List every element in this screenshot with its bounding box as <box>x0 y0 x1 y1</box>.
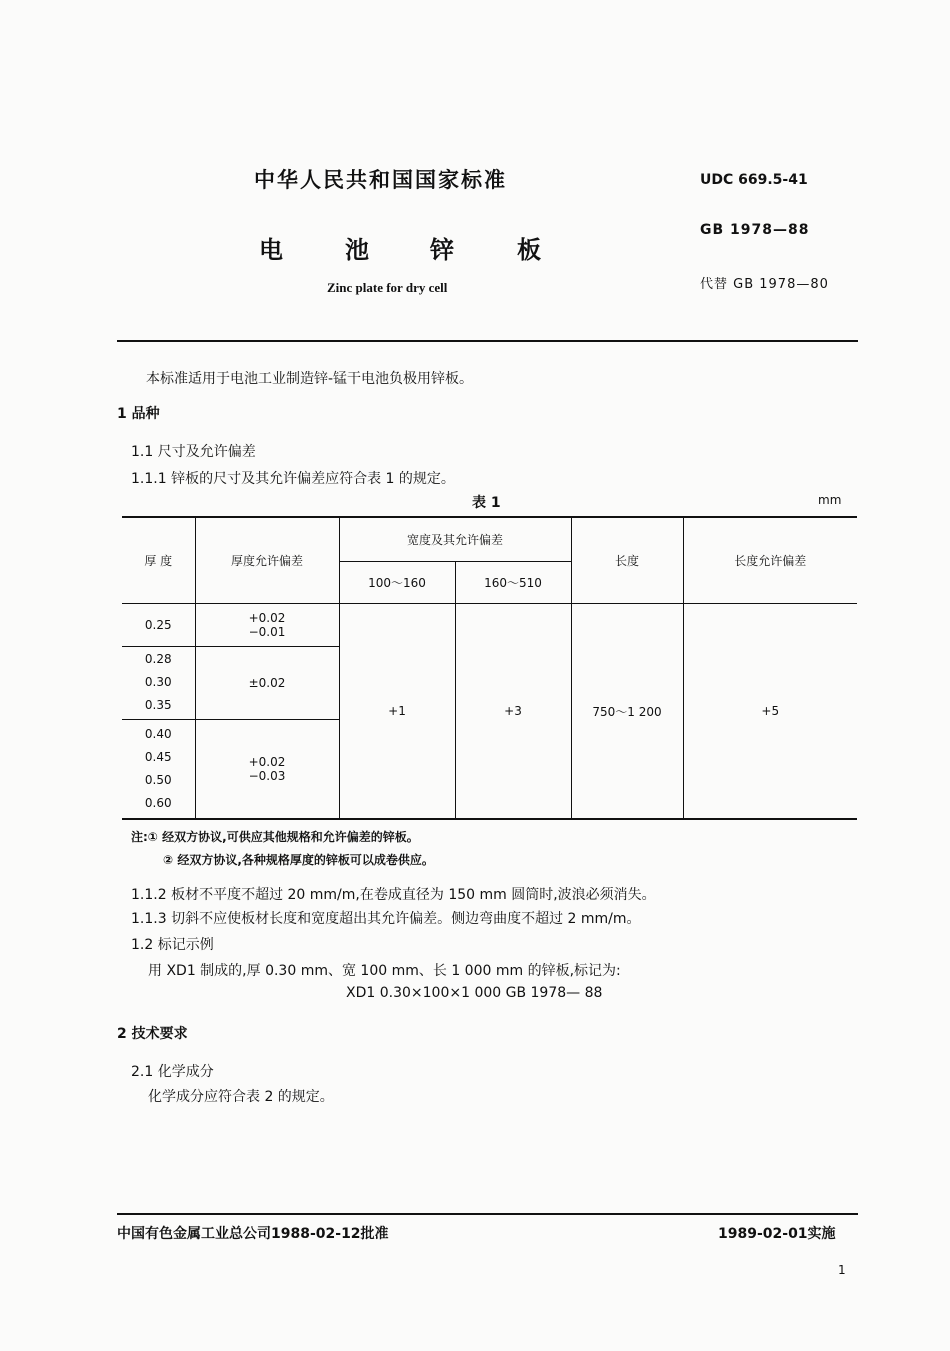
length-range: 750～1 200 <box>571 603 683 819</box>
implementation-date: 1989-02-01实施 <box>718 1226 836 1242</box>
title-char-1: 电 <box>259 236 283 264</box>
thickness-value: 0.45 <box>144 750 172 765</box>
thickness-tolerance-cell <box>195 719 339 819</box>
tolerance-lower: −0.03 <box>248 769 286 784</box>
thickness-cell <box>122 646 195 719</box>
national-standard-heading: 中华人民共和国国家标准 <box>254 168 507 192</box>
header-thickness-tolerance: 厚度允许偏差 <box>195 517 339 603</box>
thickness-cell: 0.25 <box>122 603 195 646</box>
thickness-tolerance-cell: ±0.02 <box>195 646 339 719</box>
table-1-unit: mm <box>818 493 842 507</box>
intro-paragraph: 本标准适用于电池工业制造锌-锰干电池负极用锌板。 <box>146 371 474 387</box>
length-tolerance-value: +5 <box>761 704 780 719</box>
section-1-2-heading: 1.2 标记示例 <box>131 937 214 953</box>
thickness-value: 0.30 <box>144 675 172 689</box>
width-160-510-tolerance: +3 <box>455 603 571 819</box>
table-note-1: 注:① 经双方协议,可供应其他规格和允许偏差的锌板。 <box>131 830 419 844</box>
thickness-value: 0.50 <box>144 773 172 788</box>
tolerance-upper: +0.02 <box>248 610 286 625</box>
section-2-1-heading: 2.1 化学成分 <box>131 1064 214 1080</box>
table-note-2: ② 经双方协议,各种规格厚度的锌板可以成卷供应。 <box>163 853 434 867</box>
replaces-standard: 代替 GB 1978—80 <box>700 277 829 292</box>
header-length: 长度 <box>571 517 683 603</box>
thickness-value: 0.60 <box>144 796 172 811</box>
thickness-cell <box>122 719 195 819</box>
tolerance-lower: −0.01 <box>248 624 286 639</box>
title-char-4: 板 <box>517 236 541 264</box>
title-char-3: 锌 <box>430 236 454 264</box>
section-1-heading: 1 品种 <box>117 406 160 422</box>
thickness-value: 0.35 <box>144 698 172 712</box>
section-1-1-heading: 1.1 尺寸及允许偏差 <box>131 444 256 460</box>
tolerance-upper: +0.02 <box>248 755 286 770</box>
footer-divider <box>117 1213 858 1215</box>
table-1 <box>122 516 857 819</box>
header-width-160-510: 160～510 <box>455 561 571 603</box>
title-char-2: 池 <box>345 236 369 264</box>
header-divider <box>117 340 858 342</box>
section-1-1-1-text: 1.1.1 锌板的尺寸及其允许偏差应符合表 1 的规定。 <box>131 471 455 487</box>
thickness-tolerance-cell <box>195 603 339 646</box>
marking-example: XD1 0.30×100×1 000 GB 1978— 88 <box>346 985 603 1001</box>
marking-example-text: 用 XD1 制成的,厚 0.30 mm、宽 100 mm、长 1 000 mm 的锌板,标记为: <box>148 963 621 979</box>
section-1-1-2-text: 1.1.2 板材不平度不超过 20 mm/m,在卷成直径为 150 mm 圆筒时,波浪必须消失。 <box>131 887 656 903</box>
section-2-1-text: 化学成分应符合表 2 的规定。 <box>148 1089 334 1105</box>
header-thickness: 厚 度 <box>122 517 195 603</box>
thickness-value: 0.40 <box>144 727 172 742</box>
header-width-tolerance: 宽度及其允许偏差 <box>339 517 571 561</box>
approval-line: 中国有色金属工业总公司1988-02-12批准 <box>117 1226 389 1242</box>
section-1-1-3-text: 1.1.3 切斜不应使板材长度和宽度超出其允许偏差。侧边弯曲度不超过 2 mm/m。 <box>131 911 641 927</box>
udc-code: UDC 669.5-41 <box>700 172 808 188</box>
header-width-100-160: 100～160 <box>339 561 455 603</box>
table-bottom-rule <box>122 818 857 820</box>
english-title: Zinc plate for dry cell <box>327 280 448 295</box>
section-2-heading: 2 技术要求 <box>117 1026 188 1042</box>
gb-number: GB 1978—88 <box>700 222 810 238</box>
page-number: 1 <box>838 1263 846 1277</box>
header-length-tolerance: 长度允许偏差 <box>734 553 807 568</box>
width-100-160-tolerance: +1 <box>339 603 455 819</box>
table-1-caption: 表 1 <box>472 495 501 511</box>
thickness-value: 0.28 <box>144 652 172 666</box>
